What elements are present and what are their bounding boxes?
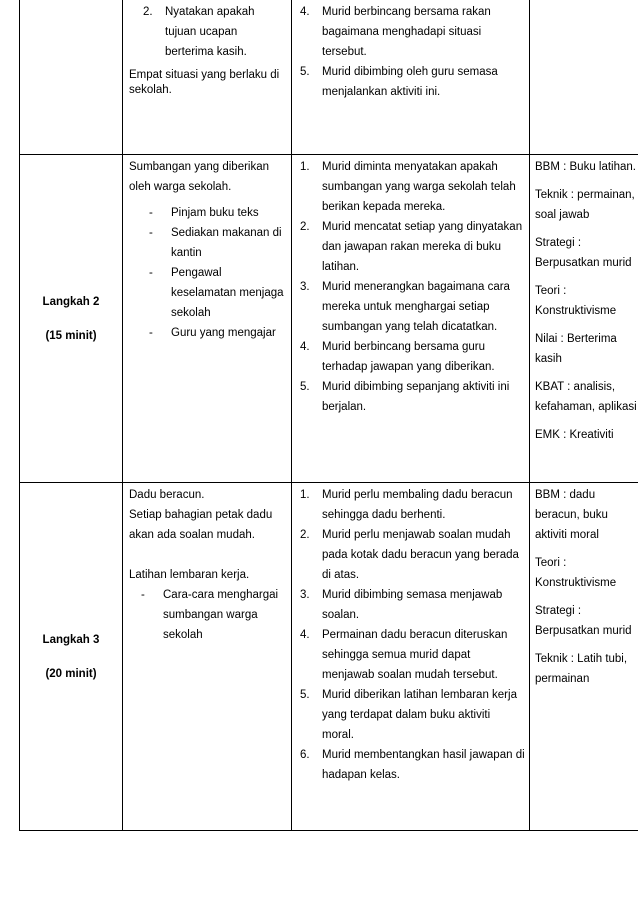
list-item: 4. Murid berbincang bersama guru terhadap jawapan yang diberikan. (300, 341, 495, 373)
list-item: 5. Murid diberikan latihan lembaran kerja yang terdapat dalam buku aktiviti moral. (300, 689, 517, 741)
note-bbm: BBM : Buku latihan. (535, 161, 636, 173)
note-strategi: Strategi : Berpusatkan murid (535, 605, 632, 637)
list-item: 6. Murid membentangkan hasil jawapan di hadapan kelas. (300, 749, 525, 781)
list-item: 2. Nyatakan apakah tujuan ucapan berterima kasih. (143, 6, 255, 58)
note-teori: Teori : Konstruktivisme (535, 285, 617, 317)
steps-cell (292, 155, 530, 483)
list-item: 5. Murid dibimbing oleh guru semasa menjalankan aktiviti ini. (300, 66, 498, 98)
list-item: 2. Murid mencatat setiap yang dinyatakan dan jawapan rakan mereka di buku latihan. (300, 221, 523, 273)
notes-cell (530, 0, 638, 155)
steps-cell (292, 483, 530, 831)
notes-cell (530, 155, 638, 483)
list-item: - Pinjam buku teks (149, 207, 259, 219)
step-duration: (15 minit) (45, 329, 97, 342)
list-item: 2. Murid perlu menjawab soalan mudah pada kotak dadu beracun yang berada di atas. (300, 529, 519, 581)
table-row (20, 0, 638, 155)
note-bbm: BBM : dadu beracun, buku aktiviti moral (535, 489, 608, 541)
activity-note: Empat situasi yang berlaku di sekolah. (129, 69, 280, 96)
table-row (20, 483, 638, 831)
list-item: 4. Permainan dadu beracun diteruskan sehingga semua murid dapat menjawab soalan mudah tersebut. (300, 629, 508, 681)
step-label: Langkah 2 (42, 295, 100, 308)
list-item: 1. Murid perlu membaling dadu beracun sehingga dadu berhenti. (300, 489, 513, 521)
list-item: - Guru yang mengajar (149, 327, 276, 339)
list-item: 4. Murid berbincang bersama rakan bagaimana menghadapi situasi tersebut. (300, 6, 491, 58)
steps-cell (292, 0, 530, 155)
step-cell (20, 483, 123, 831)
note-teknik: Teknik : permainan, soal jawab (535, 189, 635, 221)
activity-cell (123, 0, 292, 155)
activity-cell (123, 155, 292, 483)
activity-cell (123, 483, 292, 831)
activity-intro: Latihan lembaran kerja. (129, 569, 250, 581)
list-item: - Cara-cara menghargai sumbangan warga sekolah (141, 589, 279, 641)
note-nilai: Nilai : Berterima kasih (535, 333, 617, 365)
list-item: 5. Murid dibimbing sepanjang aktiviti ini berjalan. (300, 381, 510, 413)
step-duration: (20 minit) (45, 667, 97, 680)
step-cell (20, 0, 123, 155)
activity-intro: Setiap bahagian petak dadu akan ada soalan mudah. (129, 509, 273, 541)
list-item: 3. Murid dibimbing semasa menjawab soalan. (300, 589, 503, 621)
note-teknik: Teknik : Latih tubi, permainan (535, 653, 628, 685)
list-item: - Sediakan makanan di kantin (149, 227, 282, 259)
table-row (20, 155, 638, 483)
note-emk: EMK : Kreativiti (535, 429, 614, 441)
list-item: - Pengawal keselamatan menjaga sekolah (149, 267, 284, 319)
lesson-plan-table (19, 0, 637, 831)
note-strategi: Strategi : Berpusatkan murid (535, 237, 632, 269)
note-teori: Teori : Konstruktivisme (535, 557, 617, 589)
list-item: 3. Murid menerangkan bagaimana cara mereka untuk menghargai setiap sumbangan yang telah dicatatkan. (300, 281, 510, 333)
list-item: 1. Murid diminta menyatakan apakah sumbangan yang warga sekolah telah berikan kepada mereka. (300, 161, 516, 213)
step-cell (20, 155, 123, 483)
activity-intro: Dadu beracun. (129, 489, 205, 501)
note-kbat: KBAT : analisis, kefahaman, aplikasi (535, 381, 637, 413)
notes-cell (530, 483, 638, 831)
activity-intro: Sumbangan yang diberikan oleh warga sekolah. (129, 161, 270, 193)
step-label: Langkah 3 (42, 633, 100, 646)
